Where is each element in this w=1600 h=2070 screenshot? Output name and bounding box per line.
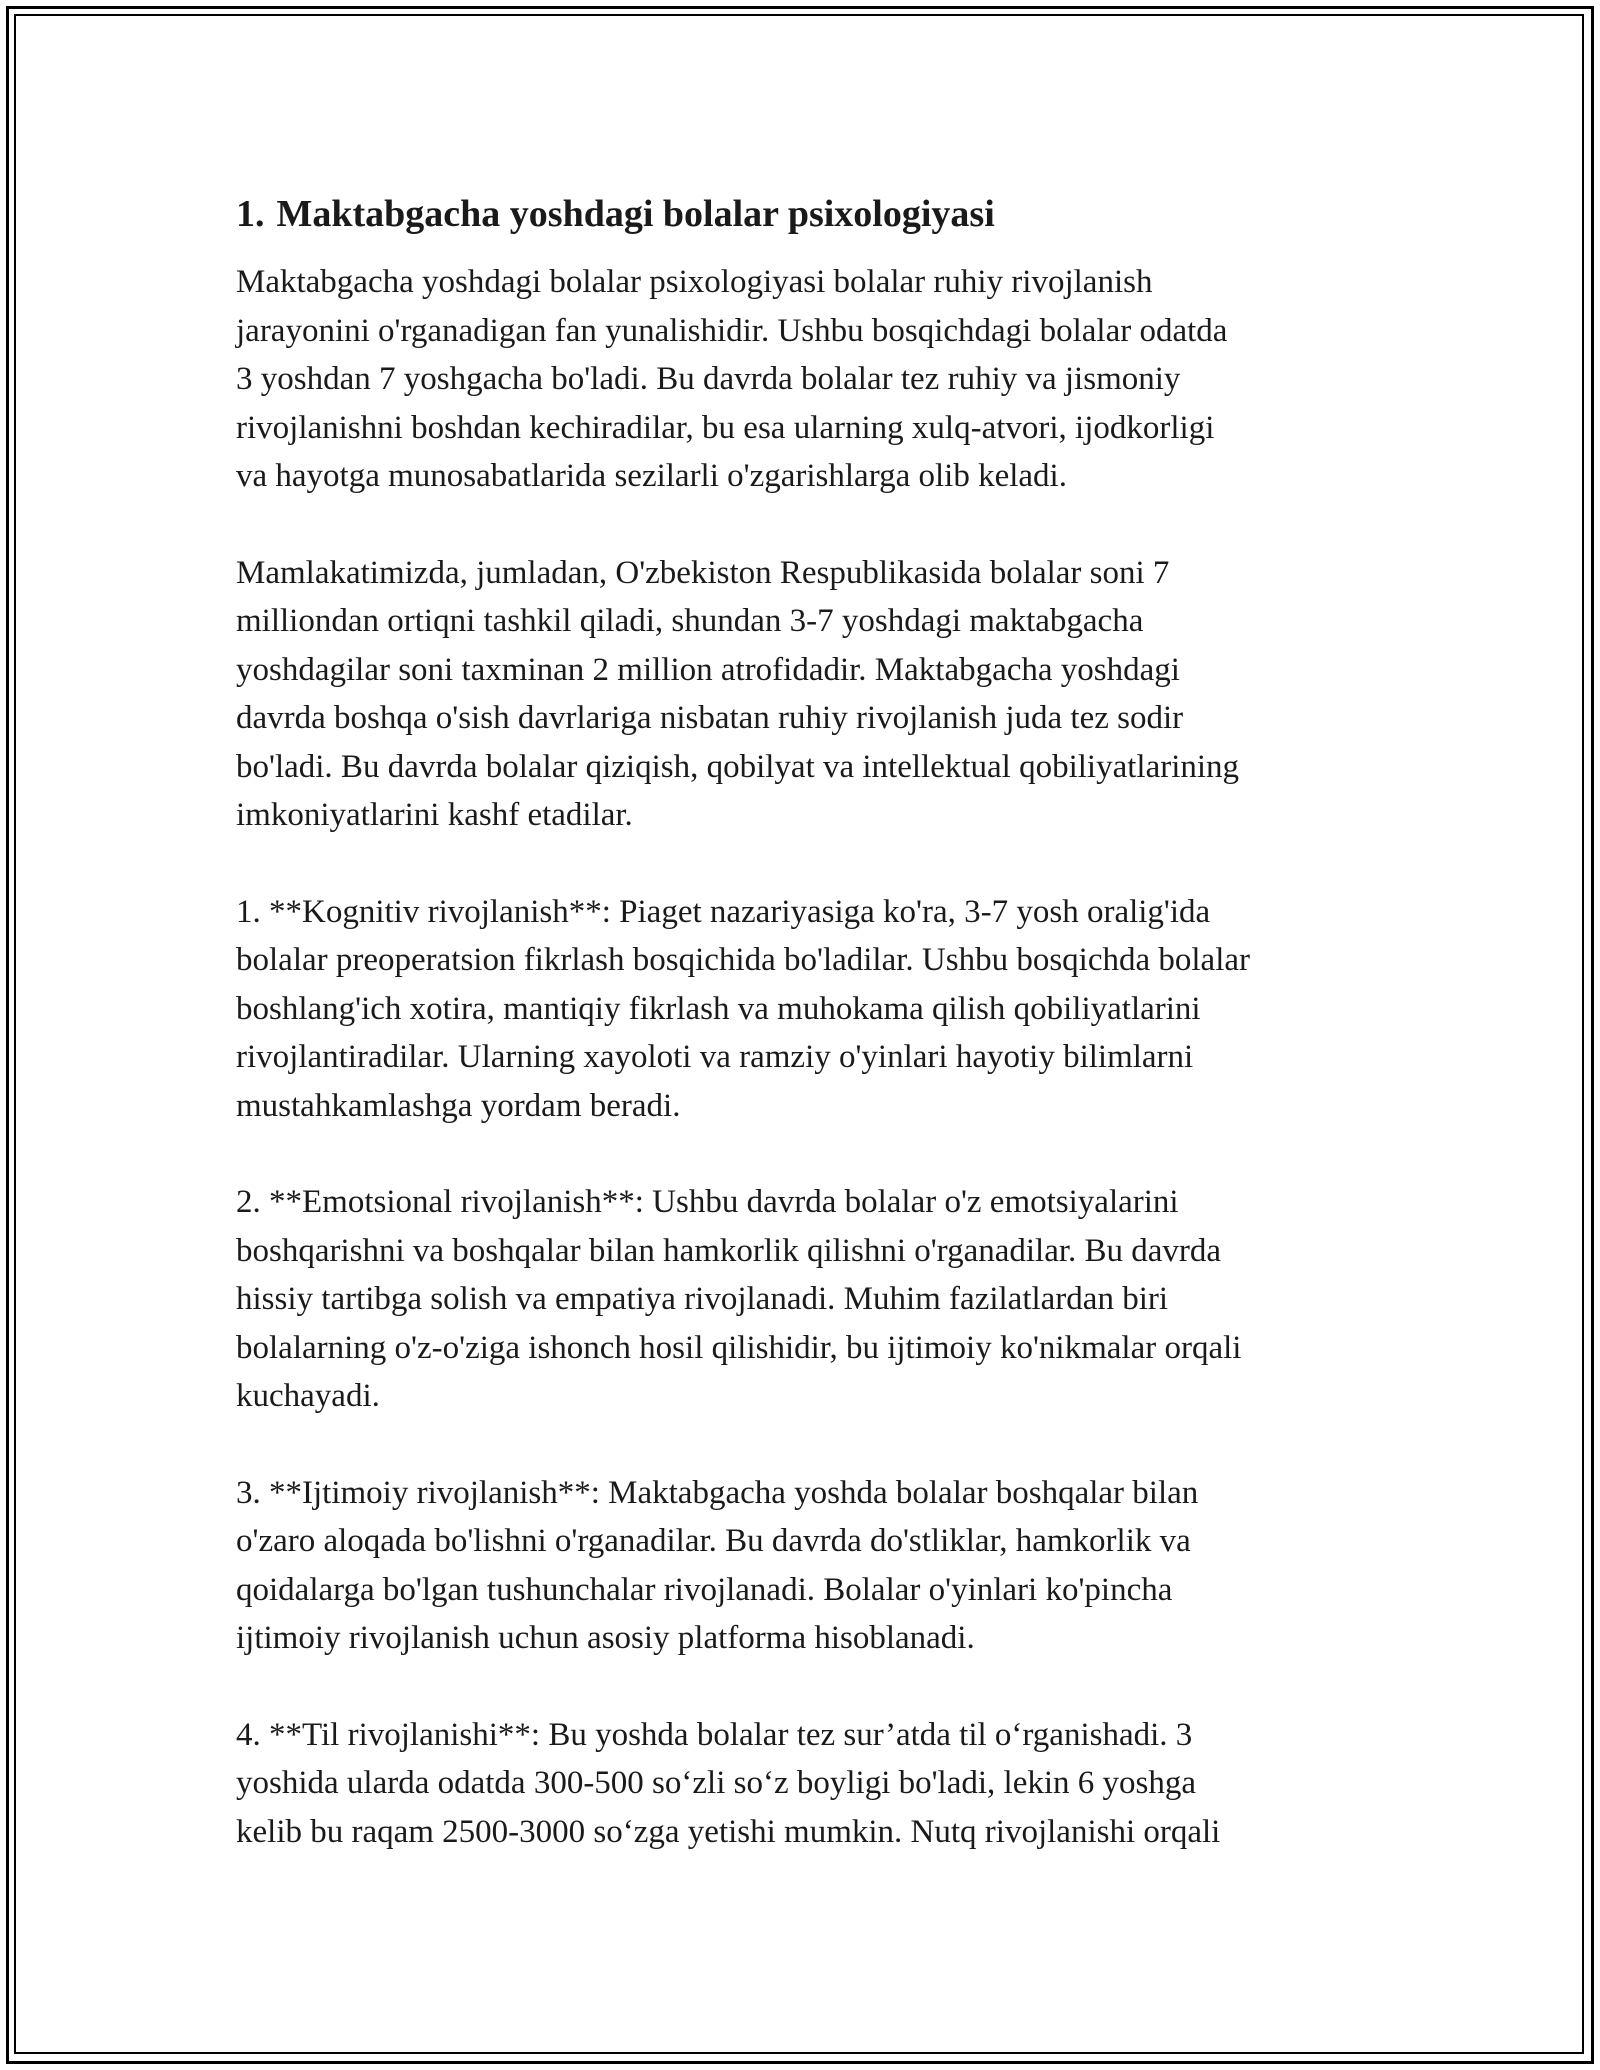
text-line: kuchayadi. [236,1378,380,1414]
text-line: jarayonini o'rganadigan fan yunalishidir. Ushbu bosqichdagi bolalar odatda [236,312,1228,349]
document-body [236,188,1376,1904]
text-line: rivojlantiradilar. Ularning xayoloti va ramziy o'yinlari hayotiy bilimlarni [236,1039,1194,1075]
text-line: o'zaro aloqada bo'lishni o'rganadilar. Bu davrda do'stliklar, hamkorlik va [236,1523,1191,1559]
section-number: 1. [236,193,265,235]
text-line: mustahkamlashga yordam beradi. [236,1087,681,1124]
text-line: 3. **Ijtimoiy rivojlanish**: Maktabgacha yoshda bolalar boshqalar bilan [236,1474,1199,1511]
paragraph [236,549,1376,840]
text-line: yoshida ularda odatda 300-500 so‘zli so‘z boyligi bo'ladi, lekin 6 yoshga [236,1765,1197,1801]
text-line: va hayotga munosabatlarida sezilarli o'zgarishlarga olib keladi. [236,458,1067,494]
text-line: 4. **Til rivojlanishi**: Bu yoshda bolalar tez sur’atda til o‘rganishadi. 3 [236,1716,1193,1753]
paragraph-list [236,258,1376,1856]
text-line: qoidalarga bo'lgan tushunchalar rivojlanadi. Bolalar o'yinlari ko'pincha [236,1571,1173,1608]
text-line: 1. **Kognitiv rivojlanish**: Piaget nazariyasiga ko'ra, 3-7 yosh oralig'ida [236,893,1211,930]
paragraph [236,258,1376,501]
section-heading [236,188,1376,240]
text-line: hissiy tartibga solish va empatiya rivojlanadi. Muhim fazilatlardan biri [236,1281,1169,1317]
text-line: ijtimoiy rivojlanish uchun asosiy platforma hisoblanadi. [236,1620,975,1656]
text-line: davrda boshqa o'sish davrlariga nisbatan ruhiy rivojlanish juda tez sodir [236,700,1184,736]
text-line: bolalar preoperatsion fikrlash bosqichida bo'ladilar. Ushbu bosqichda bolalar [236,942,1251,978]
section-title: Maktabgacha yoshdagi bolalar psixologiyasi [276,193,995,235]
text-line: Maktabgacha yoshdagi bolalar psixologiyasi bolalar ruhiy rivojlanish [236,264,1153,300]
text-line: boshqarishni va boshqalar bilan hamkorlik qilishni o'rganadilar. Bu davrda [236,1232,1222,1269]
paragraph [236,1469,1376,1663]
paragraph [236,1178,1376,1421]
text-line: imkoniyatlarini kashf etadilar. [236,797,633,833]
text-line: boshlang'ich xotira, mantiqiy fikrlash va muhokama qilish qobiliyatlarini [236,990,1201,1027]
text-line: milliondan ortiqni tashkil qiladi, shundan 3-7 yoshdagi maktabgacha [236,603,1144,639]
text-line: bolalarning o'z-o'ziga ishonch hosil qilishidir, bu ijtimoiy ko'nikmalar orqali [236,1329,1242,1366]
text-line: 3 yoshdan 7 yoshgacha bo'ladi. Bu davrda bolalar tez ruhiy va jismoniy [236,361,1181,397]
text-line: rivojlanishni boshdan kechiradilar, bu esa ularning xulq-atvori, ijodkorligi [236,409,1215,446]
text-line: 2. **Emotsional rivojlanish**: Ushbu davrda bolalar o'z emotsiyalarini [236,1184,1179,1220]
paragraph [236,1711,1376,1857]
paragraph [236,888,1376,1131]
text-line: yoshdagilar soni taxminan 2 million atrofidadir. Maktabgacha yoshdagi [236,651,1180,688]
text-line: bo'ladi. Bu davrda bolalar qiziqish, qobilyat va intellektual qobiliyatlarining [236,748,1240,785]
text-line: kelib bu raqam 2500-3000 so‘zga yetishi mumkin. Nutq rivojlanishi orqali [236,1813,1221,1850]
text-line: Mamlakatimizda, jumladan, O'zbekiston Respublikasida bolalar soni 7 [236,554,1170,591]
